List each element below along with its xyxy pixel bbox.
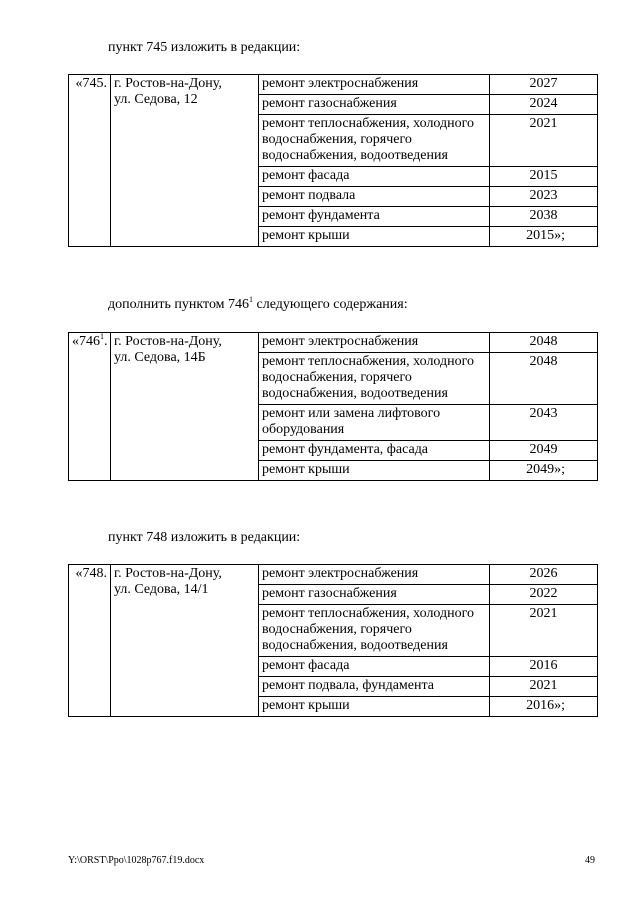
address: г. Ростов-на-Дону, ул. Седова, 14/1	[111, 565, 259, 717]
work-type: ремонт фасада	[259, 657, 490, 677]
address: г. Ростов-на-Дону, ул. Седова, 14Б	[111, 333, 259, 481]
work-type: ремонт теплоснабжения, холодного водоснабжения, горячего водоснабжения, водоотведения	[259, 115, 490, 167]
year: 2026	[490, 565, 598, 585]
work-type: ремонт подвала	[259, 187, 490, 207]
year: 2024	[490, 95, 598, 115]
work-type: ремонт газоснабжения	[259, 585, 490, 605]
table-row	[69, 75, 598, 95]
intro-746: дополнить пунктом $746^1$ следующего содержания:	[108, 295, 408, 312]
work-type: ремонт фундамента, фасада	[259, 441, 490, 461]
footer-file-path: Y:\ORST\Ppo\1028p767.f19.docx	[68, 855, 205, 866]
year: 2023	[490, 187, 598, 207]
year: 2027	[490, 75, 598, 95]
year: 2048	[490, 353, 598, 405]
table-row	[69, 333, 598, 353]
work-type: ремонт теплоснабжения, холодного водоснабжения, горячего водоснабжения, водоотведения	[259, 353, 490, 405]
work-type: ремонт электроснабжения	[259, 75, 490, 95]
year: 2021	[490, 115, 598, 167]
work-type: ремонт электроснабжения	[259, 333, 490, 353]
work-type: ремонт крыши	[259, 697, 490, 717]
year: 2043	[490, 405, 598, 441]
footer-page-number: 49	[585, 855, 595, 866]
year: 2048	[490, 333, 598, 353]
item-number: «748.	[69, 565, 111, 717]
year: 2021	[490, 677, 598, 697]
item-number: «$746^1$.	[69, 333, 111, 481]
year: 2016	[490, 657, 598, 677]
year: 2015»;	[490, 227, 598, 247]
work-type: ремонт подвала, фундамента	[259, 677, 490, 697]
address: г. Ростов-на-Дону, ул. Седова, 12	[111, 75, 259, 247]
work-type: ремонт или замена лифтового оборудования	[259, 405, 490, 441]
year: 2038	[490, 207, 598, 227]
work-type: ремонт крыши	[259, 227, 490, 247]
table-745	[68, 74, 598, 247]
intro-748: пункт 748 изложить в редакции:	[108, 530, 301, 545]
year: 2021	[490, 605, 598, 657]
year: 2049	[490, 441, 598, 461]
work-type: ремонт фундамента	[259, 207, 490, 227]
work-type: ремонт фасада	[259, 167, 490, 187]
item-number: «745.	[69, 75, 111, 247]
table-746	[68, 332, 598, 481]
table-748	[68, 564, 598, 717]
year: 2015	[490, 167, 598, 187]
work-type: ремонт газоснабжения	[259, 95, 490, 115]
table-row	[69, 565, 598, 585]
work-type: ремонт крыши	[259, 461, 490, 481]
work-type: ремонт теплоснабжения, холодного водоснабжения, горячего водоснабжения, водоотведения	[259, 605, 490, 657]
year: 2016»;	[490, 697, 598, 717]
work-type: ремонт электроснабжения	[259, 565, 490, 585]
year: 2049»;	[490, 461, 598, 481]
year: 2022	[490, 585, 598, 605]
intro-745: пункт 745 изложить в редакции:	[108, 40, 301, 55]
